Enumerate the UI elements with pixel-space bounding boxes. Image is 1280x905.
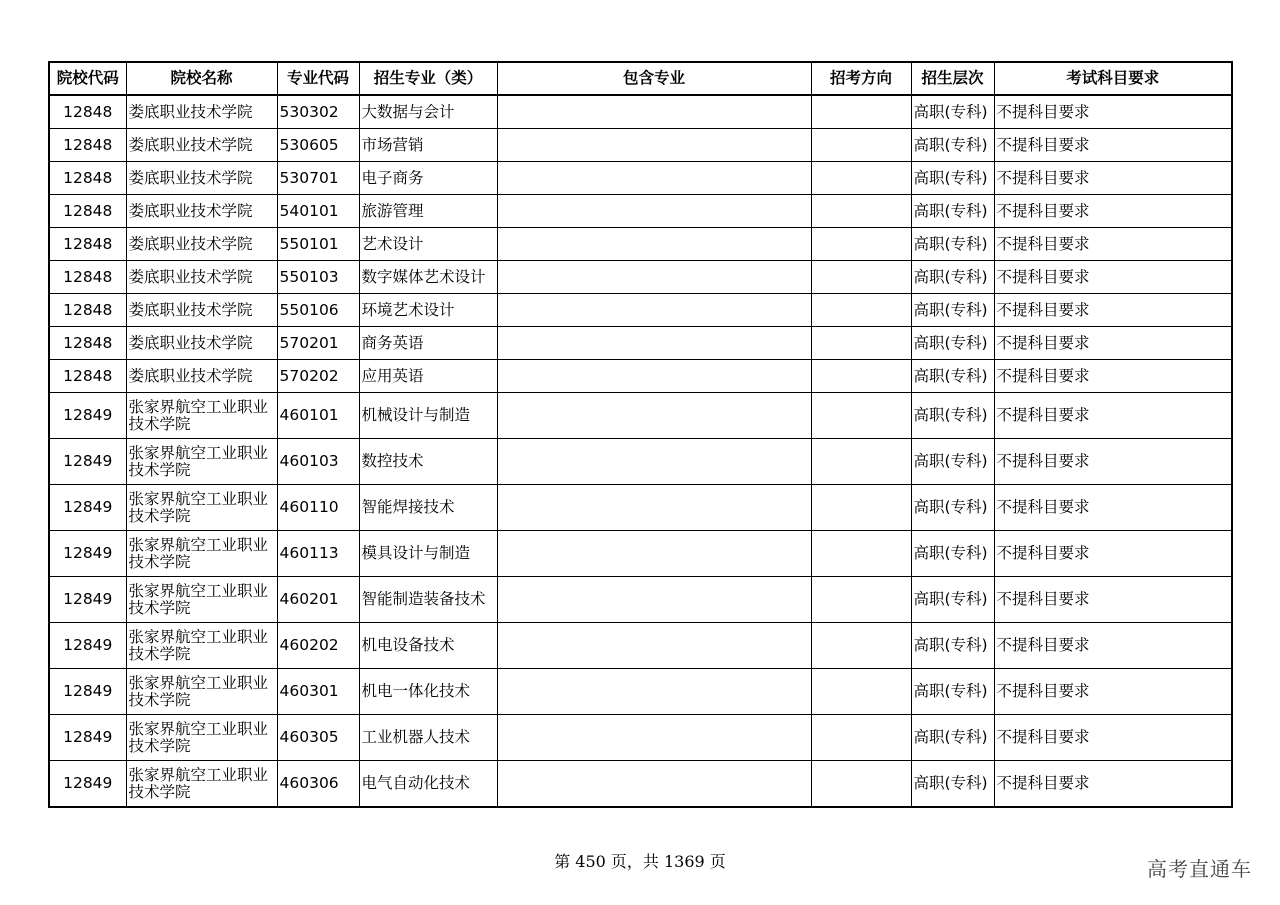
cell-requirement: 不提科目要求 (994, 129, 1232, 162)
cell-school-code: 12849 (49, 577, 126, 623)
cell-school-code: 12848 (49, 195, 126, 228)
table-row (49, 393, 1232, 439)
header-school-name: 院校名称 (126, 62, 277, 95)
table-row (49, 761, 1232, 808)
header-direction: 招考方向 (811, 62, 911, 95)
cell-requirement: 不提科目要求 (994, 393, 1232, 439)
cell-requirement: 不提科目要求 (994, 715, 1232, 761)
cell-major-code: 460306 (277, 761, 359, 808)
cell-major: 机电设备技术 (359, 623, 497, 669)
table-row (49, 577, 1232, 623)
cell-major-code: 460201 (277, 577, 359, 623)
cell-level: 高职(专科) (911, 439, 994, 485)
cell-major-code: 460110 (277, 485, 359, 531)
cell-school-code: 12849 (49, 485, 126, 531)
cell-school-name: 娄底职业技术学院 (126, 95, 277, 129)
cell-major: 电气自动化技术 (359, 761, 497, 808)
cell-direction (811, 577, 911, 623)
cell-major-code: 570202 (277, 360, 359, 393)
cell-requirement: 不提科目要求 (994, 623, 1232, 669)
table-body (49, 95, 1232, 807)
header-row (49, 62, 1232, 95)
table-row (49, 669, 1232, 715)
cell-major-code: 540101 (277, 195, 359, 228)
cell-direction (811, 761, 911, 808)
cell-school-name: 娄底职业技术学院 (126, 162, 277, 195)
cell-requirement: 不提科目要求 (994, 531, 1232, 577)
cell-school-code: 12849 (49, 393, 126, 439)
cell-included-majors (497, 294, 811, 327)
cell-major: 智能焊接技术 (359, 485, 497, 531)
cell-major: 艺术设计 (359, 228, 497, 261)
cell-requirement: 不提科目要求 (994, 195, 1232, 228)
cell-included-majors (497, 669, 811, 715)
cell-school-code: 12848 (49, 360, 126, 393)
cell-direction (811, 228, 911, 261)
cell-included-majors (497, 715, 811, 761)
cell-major: 应用英语 (359, 360, 497, 393)
cell-included-majors (497, 531, 811, 577)
cell-included-majors (497, 195, 811, 228)
cell-level: 高职(专科) (911, 577, 994, 623)
cell-level: 高职(专科) (911, 715, 994, 761)
cell-school-name: 娄底职业技术学院 (126, 195, 277, 228)
cell-major-code: 460301 (277, 669, 359, 715)
header-school-code: 院校代码 (49, 62, 126, 95)
table-row (49, 327, 1232, 360)
cell-major: 环境艺术设计 (359, 294, 497, 327)
cell-level: 高职(专科) (911, 623, 994, 669)
cell-school-name: 娄底职业技术学院 (126, 129, 277, 162)
cell-major: 机电一体化技术 (359, 669, 497, 715)
table-row (49, 195, 1232, 228)
cell-level: 高职(专科) (911, 261, 994, 294)
cell-requirement: 不提科目要求 (994, 485, 1232, 531)
cell-major: 模具设计与制造 (359, 531, 497, 577)
cell-included-majors (497, 162, 811, 195)
cell-school-name: 张家界航空工业职业技术学院 (126, 669, 277, 715)
cell-major-code: 460103 (277, 439, 359, 485)
table-row (49, 162, 1232, 195)
table-row (49, 439, 1232, 485)
cell-major-code: 550106 (277, 294, 359, 327)
cell-school-name: 张家界航空工业职业技术学院 (126, 439, 277, 485)
cell-level: 高职(专科) (911, 195, 994, 228)
cell-school-code: 12849 (49, 439, 126, 485)
cell-major: 旅游管理 (359, 195, 497, 228)
cell-major-code: 530701 (277, 162, 359, 195)
cell-level: 高职(专科) (911, 294, 994, 327)
cell-school-name: 张家界航空工业职业技术学院 (126, 393, 277, 439)
cell-level: 高职(专科) (911, 531, 994, 577)
header-major: 招生专业（类） (359, 62, 497, 95)
cell-included-majors (497, 485, 811, 531)
cell-direction (811, 669, 911, 715)
cell-direction (811, 95, 911, 129)
admissions-table (48, 61, 1233, 808)
cell-major: 数字媒体艺术设计 (359, 261, 497, 294)
table-row (49, 228, 1232, 261)
cell-school-code: 12849 (49, 623, 126, 669)
cell-major-code: 460113 (277, 531, 359, 577)
table-row (49, 623, 1232, 669)
cell-school-name: 娄底职业技术学院 (126, 360, 277, 393)
table-row (49, 129, 1232, 162)
table-row (49, 360, 1232, 393)
cell-included-majors (497, 228, 811, 261)
cell-included-majors (497, 95, 811, 129)
cell-requirement: 不提科目要求 (994, 162, 1232, 195)
cell-level: 高职(专科) (911, 162, 994, 195)
cell-direction (811, 162, 911, 195)
cell-direction (811, 715, 911, 761)
cell-school-name: 张家界航空工业职业技术学院 (126, 577, 277, 623)
cell-major: 智能制造装备技术 (359, 577, 497, 623)
cell-direction (811, 393, 911, 439)
cell-school-name: 张家界航空工业职业技术学院 (126, 623, 277, 669)
cell-level: 高职(专科) (911, 669, 994, 715)
cell-major-code: 460202 (277, 623, 359, 669)
cell-level: 高职(专科) (911, 393, 994, 439)
cell-requirement: 不提科目要求 (994, 327, 1232, 360)
table-row (49, 261, 1232, 294)
cell-major: 电子商务 (359, 162, 497, 195)
table-header (49, 62, 1232, 95)
page-number: 第 450 页，共 1369 页 (554, 852, 726, 871)
cell-requirement: 不提科目要求 (994, 439, 1232, 485)
cell-major: 机械设计与制造 (359, 393, 497, 439)
cell-major-code: 550101 (277, 228, 359, 261)
cell-requirement: 不提科目要求 (994, 228, 1232, 261)
cell-direction (811, 294, 911, 327)
header-included-majors: 包含专业 (497, 62, 811, 95)
cell-direction (811, 531, 911, 577)
cell-included-majors (497, 129, 811, 162)
cell-major: 市场营销 (359, 129, 497, 162)
cell-school-code: 12849 (49, 669, 126, 715)
cell-direction (811, 129, 911, 162)
cell-requirement: 不提科目要求 (994, 577, 1232, 623)
cell-level: 高职(专科) (911, 761, 994, 808)
cell-school-name: 张家界航空工业职业技术学院 (126, 715, 277, 761)
table-row (49, 531, 1232, 577)
cell-direction (811, 485, 911, 531)
table-row (49, 715, 1232, 761)
cell-included-majors (497, 623, 811, 669)
cell-direction (811, 195, 911, 228)
table-row (49, 485, 1232, 531)
cell-direction (811, 261, 911, 294)
cell-school-code: 12849 (49, 531, 126, 577)
cell-direction (811, 360, 911, 393)
cell-included-majors (497, 761, 811, 808)
table-row (49, 294, 1232, 327)
cell-level: 高职(专科) (911, 95, 994, 129)
cell-school-name: 张家界航空工业职业技术学院 (126, 485, 277, 531)
table-row (49, 95, 1232, 129)
cell-direction (811, 327, 911, 360)
cell-school-name: 娄底职业技术学院 (126, 261, 277, 294)
header-level: 招生层次 (911, 62, 994, 95)
cell-level: 高职(专科) (911, 228, 994, 261)
cell-major: 商务英语 (359, 327, 497, 360)
cell-requirement: 不提科目要求 (994, 294, 1232, 327)
cell-included-majors (497, 261, 811, 294)
cell-school-name: 娄底职业技术学院 (126, 294, 277, 327)
cell-school-code: 12848 (49, 327, 126, 360)
cell-level: 高职(专科) (911, 485, 994, 531)
cell-major-code: 530302 (277, 95, 359, 129)
header-requirement: 考试科目要求 (994, 62, 1232, 95)
cell-school-code: 12849 (49, 761, 126, 808)
cell-requirement: 不提科目要求 (994, 261, 1232, 294)
cell-level: 高职(专科) (911, 129, 994, 162)
cell-included-majors (497, 393, 811, 439)
cell-included-majors (497, 360, 811, 393)
cell-level: 高职(专科) (911, 360, 994, 393)
cell-included-majors (497, 439, 811, 485)
cell-school-code: 12848 (49, 294, 126, 327)
cell-direction (811, 439, 911, 485)
cell-major-code: 550103 (277, 261, 359, 294)
cell-school-name: 娄底职业技术学院 (126, 228, 277, 261)
cell-school-code: 12848 (49, 95, 126, 129)
cell-major: 工业机器人技术 (359, 715, 497, 761)
cell-school-code: 12848 (49, 228, 126, 261)
cell-major-code: 460101 (277, 393, 359, 439)
cell-included-majors (497, 577, 811, 623)
cell-major-code: 570201 (277, 327, 359, 360)
cell-direction (811, 623, 911, 669)
cell-school-name: 张家界航空工业职业技术学院 (126, 531, 277, 577)
header-major-code: 专业代码 (277, 62, 359, 95)
cell-major: 大数据与会计 (359, 95, 497, 129)
cell-school-code: 12848 (49, 261, 126, 294)
cell-major-code: 460305 (277, 715, 359, 761)
cell-school-name: 张家界航空工业职业技术学院 (126, 761, 277, 808)
cell-school-code: 12849 (49, 715, 126, 761)
cell-requirement: 不提科目要求 (994, 95, 1232, 129)
cell-major: 数控技术 (359, 439, 497, 485)
cell-major-code: 530605 (277, 129, 359, 162)
cell-level: 高职(专科) (911, 327, 994, 360)
cell-requirement: 不提科目要求 (994, 669, 1232, 715)
cell-included-majors (497, 327, 811, 360)
cell-school-code: 12848 (49, 129, 126, 162)
cell-requirement: 不提科目要求 (994, 360, 1232, 393)
cell-school-code: 12848 (49, 162, 126, 195)
watermark-text: 高考直通车 (1147, 857, 1252, 881)
cell-requirement: 不提科目要求 (994, 761, 1232, 808)
cell-school-name: 娄底职业技术学院 (126, 327, 277, 360)
